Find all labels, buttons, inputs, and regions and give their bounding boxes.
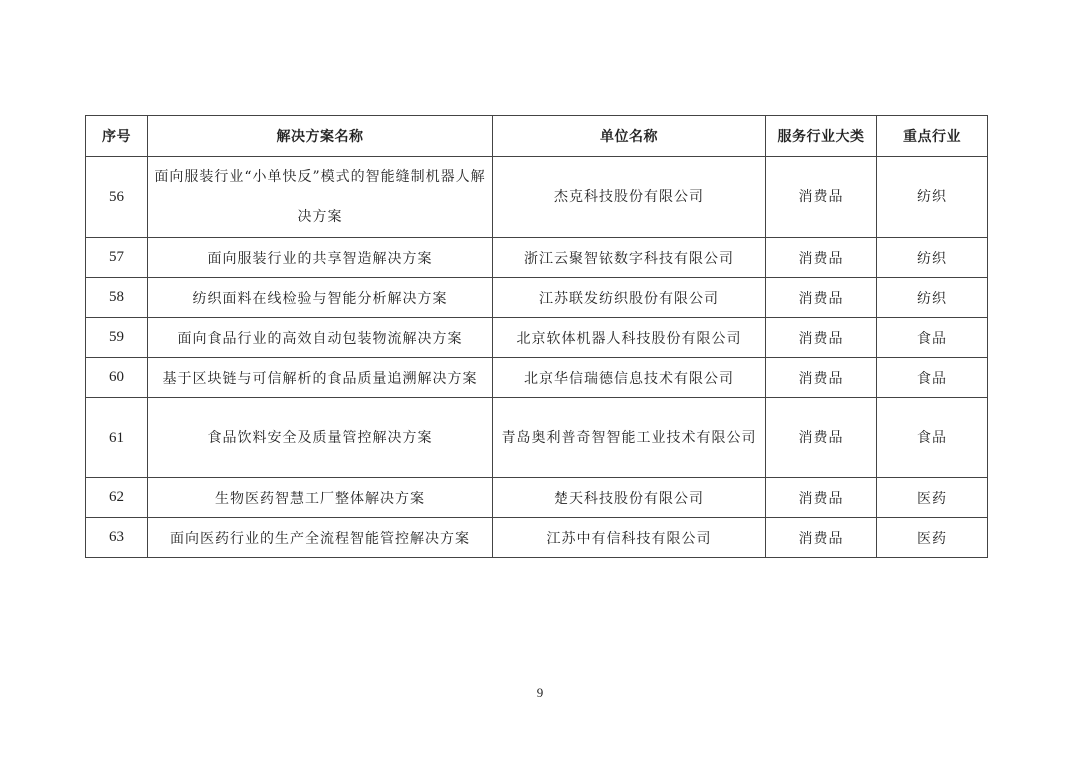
cell-service-category: 消费品 — [766, 278, 877, 318]
cell-solution-name: 食品饮料安全及质量管控解决方案 — [148, 398, 493, 478]
cell-solution-name: 面向食品行业的高效自动包装物流解决方案 — [148, 318, 493, 358]
cell-serial-number: 60 — [86, 358, 148, 398]
cell-service-category: 消费品 — [766, 157, 877, 238]
cell-key-industry: 食品 — [877, 318, 988, 358]
cell-key-industry: 食品 — [877, 358, 988, 398]
cell-company-name: 江苏中有信科技有限公司 — [493, 518, 766, 558]
cell-serial-number: 59 — [86, 318, 148, 358]
cell-key-industry: 纺织 — [877, 278, 988, 318]
table-row — [86, 157, 988, 238]
cell-serial-number: 57 — [86, 238, 148, 278]
cell-company-name: 北京华信瑞德信息技术有限公司 — [493, 358, 766, 398]
table-row — [86, 238, 988, 278]
cell-company-name: 江苏联发纺织股份有限公司 — [493, 278, 766, 318]
cell-serial-number: 61 — [86, 398, 148, 478]
cell-serial-number: 63 — [86, 518, 148, 558]
header-service-category: 服务行业大类 — [766, 116, 877, 157]
cell-service-category: 消费品 — [766, 478, 877, 518]
cell-solution-name: 面向服装行业的共享智造解决方案 — [148, 238, 493, 278]
cell-key-industry: 医药 — [877, 518, 988, 558]
header-solution-name: 解决方案名称 — [148, 116, 493, 157]
solutions-table — [85, 115, 988, 558]
cell-service-category: 消费品 — [766, 358, 877, 398]
table-header-row — [86, 116, 988, 157]
table-row — [86, 278, 988, 318]
table-row — [86, 358, 988, 398]
cell-key-industry: 纺织 — [877, 157, 988, 238]
cell-service-category: 消费品 — [766, 318, 877, 358]
cell-solution-name: 生物医药智慧工厂整体解决方案 — [148, 478, 493, 518]
header-key-industry: 重点行业 — [877, 116, 988, 157]
table-row — [86, 398, 988, 478]
cell-serial-number: 58 — [86, 278, 148, 318]
cell-serial-number: 56 — [86, 157, 148, 238]
cell-solution-name: 面向医药行业的生产全流程智能管控解决方案 — [148, 518, 493, 558]
cell-company-name: 杰克科技股份有限公司 — [493, 157, 766, 238]
cell-service-category: 消费品 — [766, 238, 877, 278]
cell-key-industry: 纺织 — [877, 238, 988, 278]
cell-company-name: 楚天科技股份有限公司 — [493, 478, 766, 518]
page-number: 9 — [536, 685, 544, 700]
cell-key-industry: 食品 — [877, 398, 988, 478]
header-serial-number: 序号 — [86, 116, 148, 157]
cell-solution-name: 基于区块链与可信解析的食品质量追溯解决方案 — [148, 358, 493, 398]
cell-company-name: 北京软体机器人科技股份有限公司 — [493, 318, 766, 358]
cell-service-category: 消费品 — [766, 398, 877, 478]
cell-key-industry: 医药 — [877, 478, 988, 518]
table-row — [86, 318, 988, 358]
table-row — [86, 518, 988, 558]
cell-company-name: 浙江云聚智铱数字科技有限公司 — [493, 238, 766, 278]
table-row — [86, 478, 988, 518]
cell-serial-number: 62 — [86, 478, 148, 518]
cell-company-name: 青岛奥利普奇智智能工业技术有限公司 — [493, 398, 766, 478]
cell-service-category: 消费品 — [766, 518, 877, 558]
cell-solution-name: 面向服装行业“小单快反”模式的智能缝制机器人解决方案 — [148, 157, 493, 238]
cell-solution-name: 纺织面料在线检验与智能分析解决方案 — [148, 278, 493, 318]
header-company-name: 单位名称 — [493, 116, 766, 157]
